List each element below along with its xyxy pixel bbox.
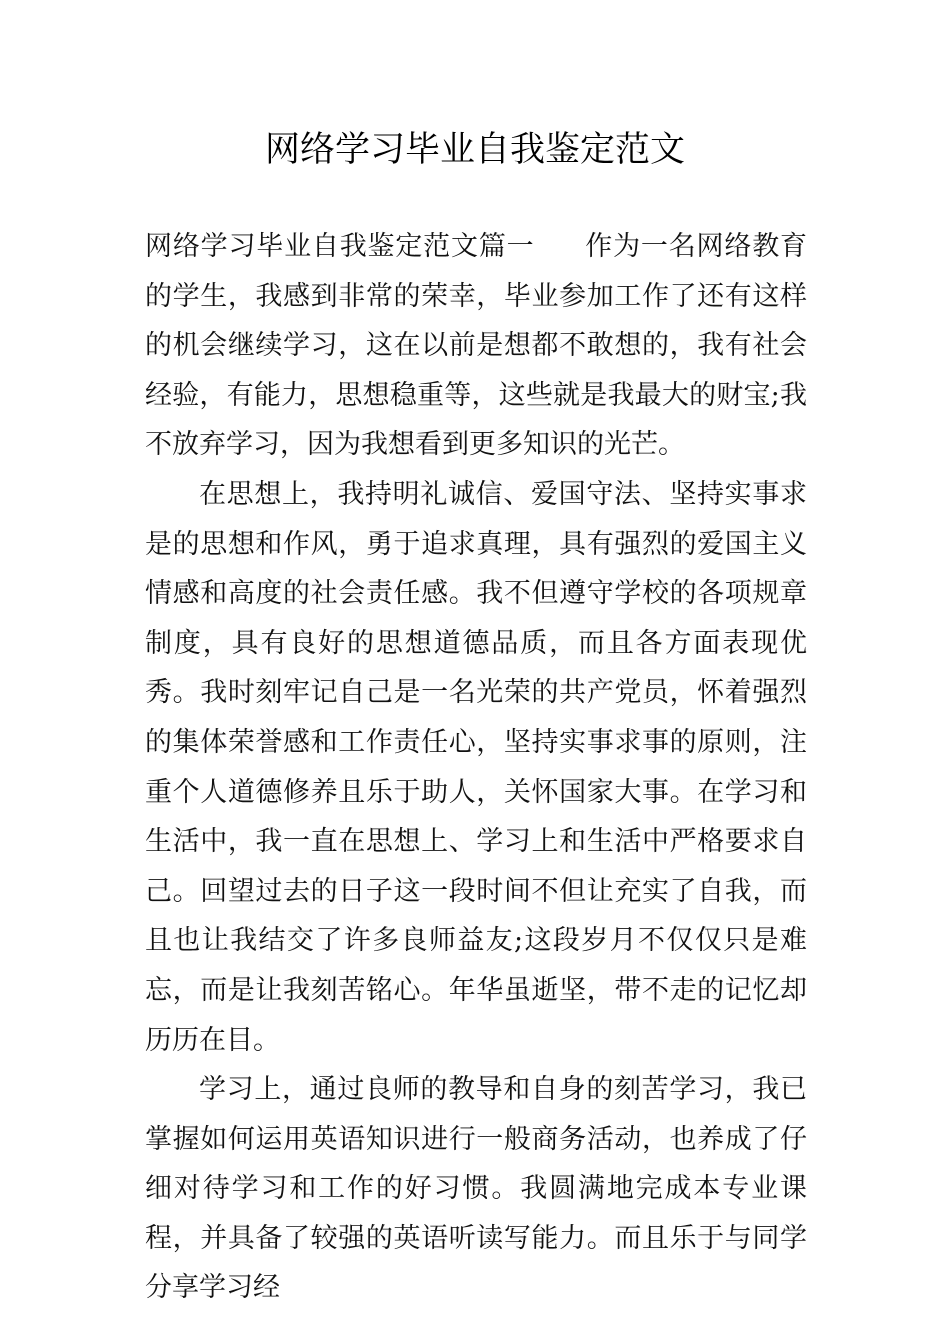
paragraph-thought: 在思想上，我持明礼诚信、爱国守法、坚持实事求是的思想和作风，勇于追求真理，具有强烈的爱国主义情感和高度的社会责任感。我不但遵守学校的各项规章制度，具有良好的思想道德品质，而且各方面表现优秀。我时刻牢记自己是一名光荣的共产党员，怀着强烈的集体荣誉感和工作责任心，坚持实事求事的原则，注重个人道德修养且乐于助人，关怀国家大事。在学习和生活中，我一直在思想上、学习上和生活中严格要求自己。回望过去的日子这一段时间不但让充实了自我，而且也让我结交了许多良师益友;这段岁月不仅仅只是难忘，而是让我刻苦铭心。年华虽逝坚，带不走的记忆却历历在目。	[145, 478, 807, 1056]
paragraph-intro-text: 作为一名网络教育的学生，我感到非常的荣幸，毕业参加工作了还有这样的机会继续学习，这在以前是想都不敢想的，我有社会经验，有能力，思想稳重等，这些就是我最大的财宝;我不放弃学习，因为我想看到更多知识的光芒。	[145, 231, 808, 461]
paragraph-intro	[145, 222, 807, 470]
document-title: 网络学习毕业自我鉴定范文	[264, 130, 685, 170]
paragraph-study: 学习上，通过良师的教导和自身的刻苦学习，我已掌握如何运用英语知识进行一般商务活动，也养成了仔细对待学习和工作的好习惯。我圆满地完成本专业课程，并具备了较强的英语听读写能力。而且乐于与同学分享学习经	[145, 1074, 807, 1304]
section-heading: 网络学习毕业自我鉴定范文篇一	[145, 231, 535, 262]
document-body	[145, 222, 807, 1313]
